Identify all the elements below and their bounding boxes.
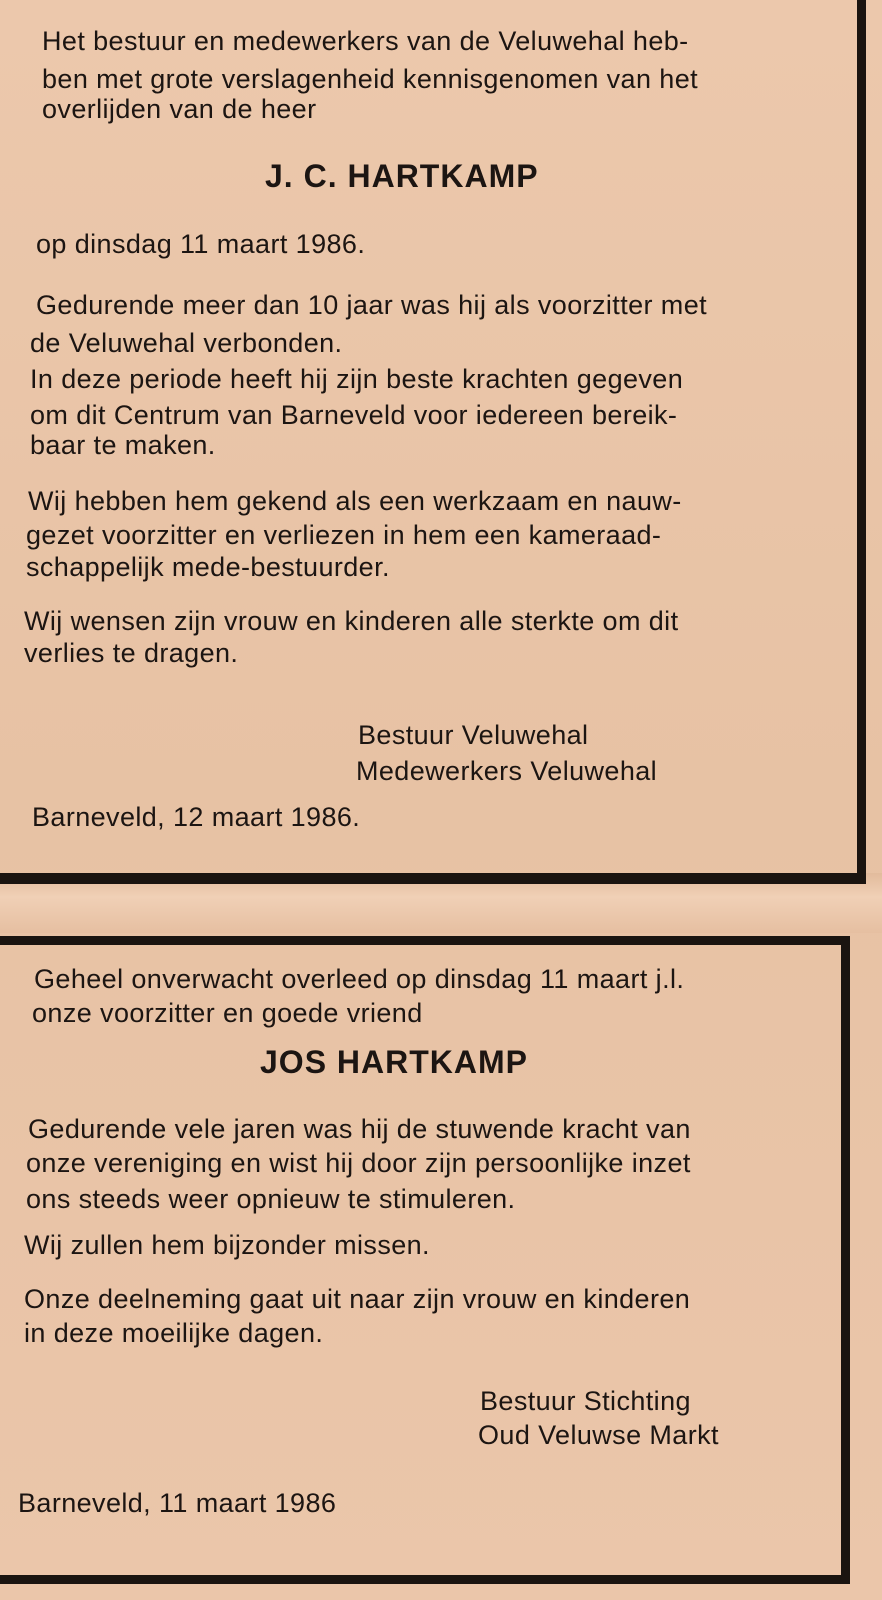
intro-line: overlijden van de heer xyxy=(42,94,317,124)
body-line: de Veluwehal verbonden. xyxy=(30,328,343,358)
body-line: om dit Centrum van Barneveld voor iedereen bereik- xyxy=(30,400,678,430)
intro-line: onze voorzitter en goede vriend xyxy=(32,998,423,1028)
body-line: Onze deelneming gaat uit naar zijn vrouw en kinderen xyxy=(24,1284,691,1314)
body-line: in deze moeilijke dagen. xyxy=(24,1318,324,1348)
body-line: Wij wensen zijn vrouw en kinderen alle sterkte om dit xyxy=(24,606,679,636)
body-line: Wij zullen hem bijzonder missen. xyxy=(24,1230,430,1260)
intro-line: Het bestuur en medewerkers van de Veluwehal heb- xyxy=(42,26,689,56)
body-line: baar te maken. xyxy=(30,430,216,460)
body-line: schappelijk mede-bestuurder. xyxy=(26,552,390,582)
place-date: Barneveld, 11 maart 1986 xyxy=(18,1488,337,1518)
body-line: Gedurende meer dan 10 jaar was hij als voorzitter met xyxy=(36,290,708,320)
body-line: gezet voorzitter en verliezen in hem een kameraad- xyxy=(26,520,662,550)
body-line: Wij hebben hem gekend als een werkzaam en nauw- xyxy=(28,486,682,516)
body-line: ons steeds weer opnieuw te stimuleren. xyxy=(26,1184,516,1214)
date-line: op dinsdag 11 maart 1986. xyxy=(36,229,366,259)
deceased-name: J. C. HARTKAMP xyxy=(265,158,539,194)
signature-line: Medewerkers Veluwehal xyxy=(356,756,658,786)
signature-line: Oud Veluwse Markt xyxy=(478,1420,719,1450)
body-line: Gedurende vele jaren was hij de stuwende kracht van xyxy=(28,1114,691,1144)
intro-line: Geheel onverwacht overleed op dinsdag 11 maart j.l. xyxy=(34,964,685,994)
body-line: onze vereniging en wist hij door zijn persoonlijke inzet xyxy=(26,1148,691,1178)
intro-line: ben met grote verslagenheid kennisgenomen van het xyxy=(42,64,699,94)
signature-line: Bestuur Veluwehal xyxy=(358,720,589,750)
body-line: In deze periode heeft hij zijn beste krachten gegeven xyxy=(30,364,684,394)
body-line: verlies te dragen. xyxy=(24,638,239,668)
place-date: Barneveld, 12 maart 1986. xyxy=(32,802,361,832)
signature-line: Bestuur Stichting xyxy=(480,1386,691,1416)
deceased-name: JOS HARTKAMP xyxy=(260,1044,529,1080)
